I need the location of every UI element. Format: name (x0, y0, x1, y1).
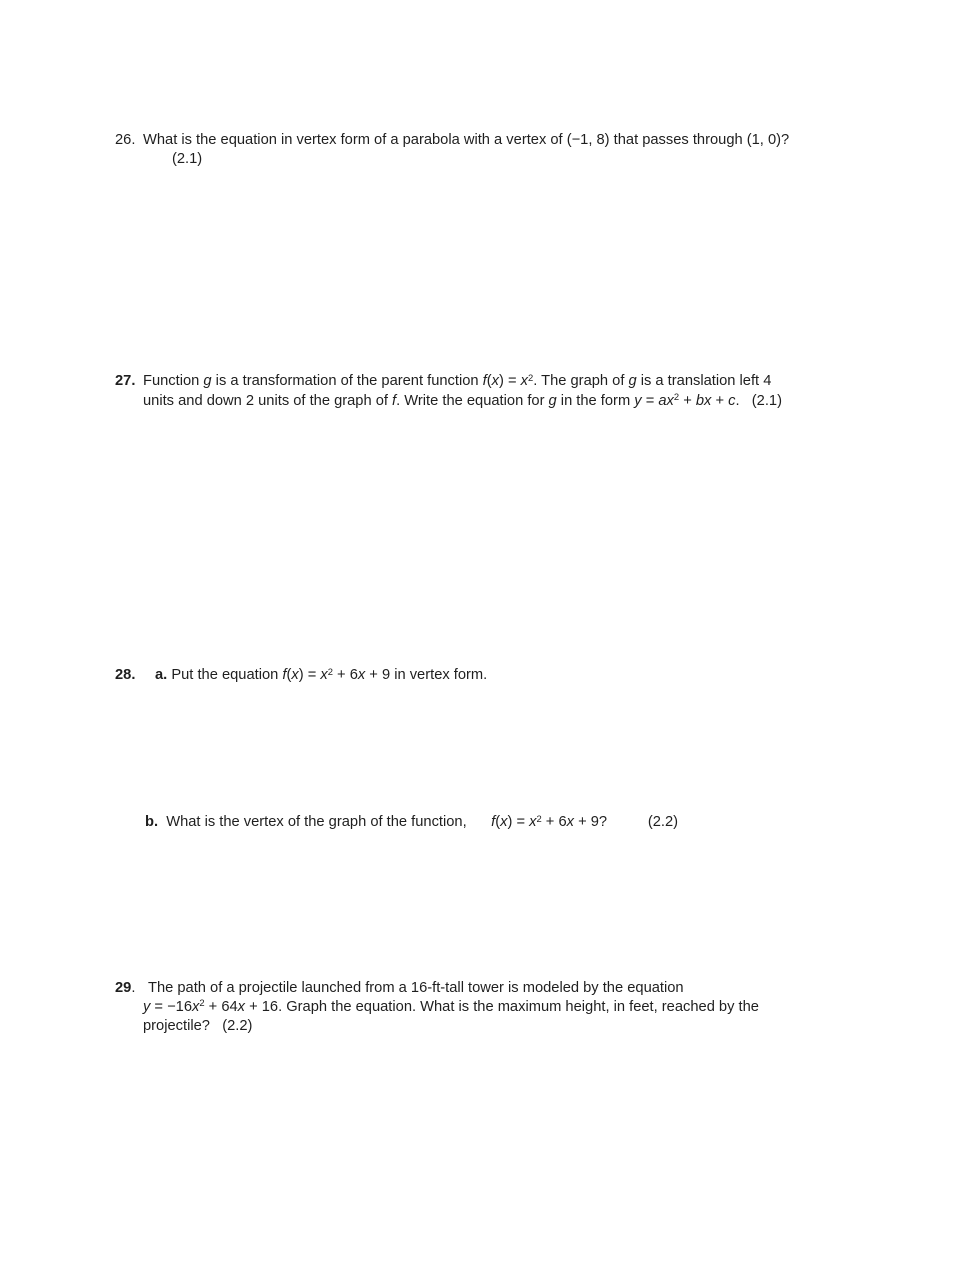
question-28a-line-1: a. Put the equation $f(x) = x^2 + 6x + 9$ in vertex form. (155, 665, 488, 683)
question-29-line-3: projectile? (2.2) (143, 1018, 253, 1035)
question-28-number: 28. (115, 667, 136, 683)
question-29-line-2: $y = -16x^2 + 64x + 16$. Graph the equation. What is the maximum height, in feet, reached by the (143, 997, 759, 1015)
question-27 (115, 372, 782, 411)
question-26-line-1: What is the equation in vertex form of a parabola with a vertex of (−1, 8) that passes through (1, 0)? (143, 132, 790, 148)
question-28-part-a (115, 666, 487, 686)
question-29 (115, 979, 759, 1036)
question-26 (115, 131, 789, 168)
question-27-line-2: units and down 2 units of the graph of f. Write the equation for g in the form $y = ax^2$ + bx + c. (2.1) (143, 391, 782, 409)
question-26-line-2: (2.1) (172, 150, 203, 167)
question-26-number: 26. (115, 132, 136, 148)
question-27-number: 27. (115, 373, 136, 389)
question-28-part-b (145, 813, 678, 833)
question-29-number: 29. (115, 980, 136, 996)
question-29-line-1: The path of a projectile launched from a 16-ft-tall tower is modeled by the equation (148, 980, 684, 996)
question-27-line-1: Function g is a transformation of the parent function $f(x) = x^2$. The graph of g is a translation left 4 (143, 371, 772, 389)
question-28b-line-1: b. What is the vertex of the graph of the function, $f(x) = x^2 + 6x + 9$? (2.2) (145, 812, 679, 830)
